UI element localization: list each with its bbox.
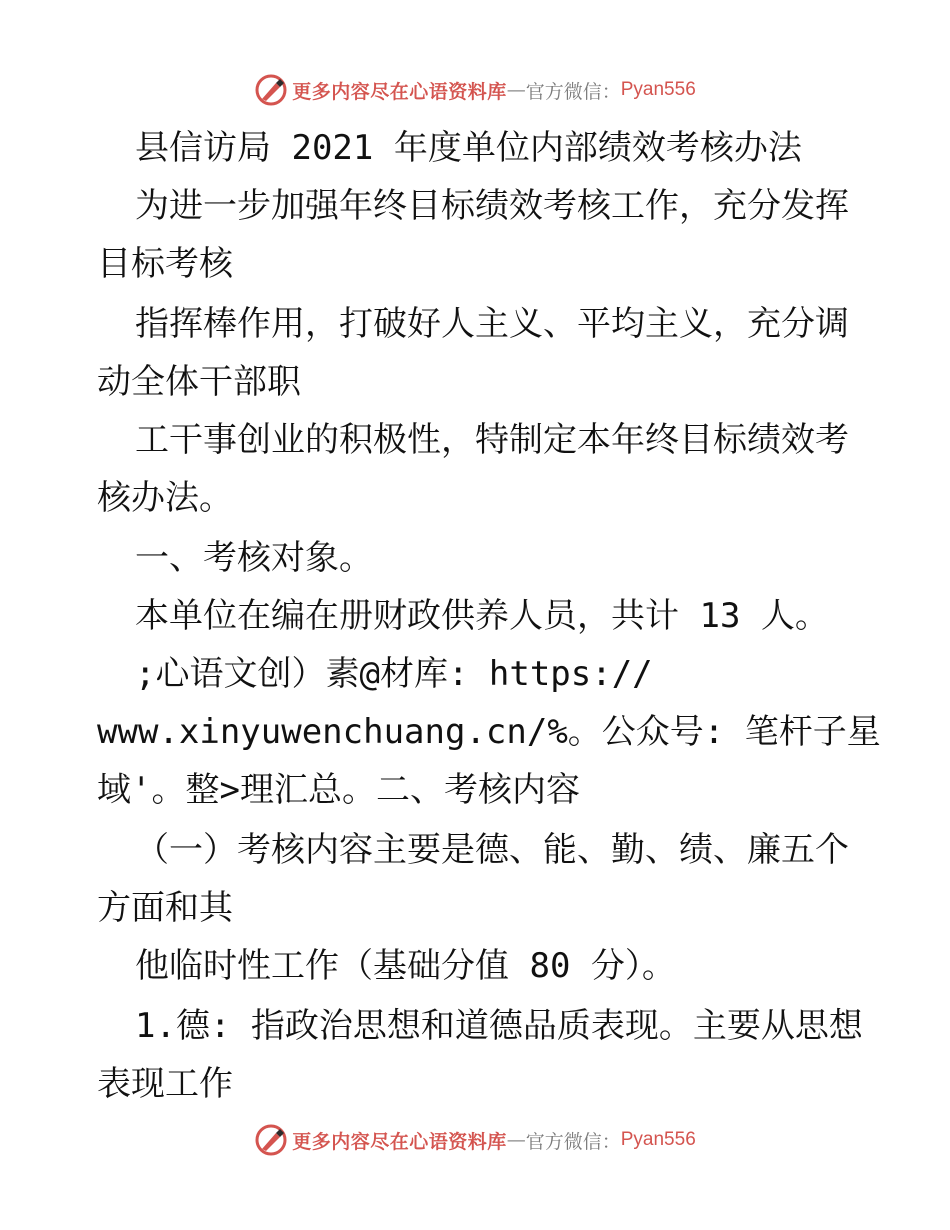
watermark-separator: — — [506, 1129, 526, 1151]
watermark-banner-bottom — [0, 1120, 950, 1160]
paragraph-line: 1.德: 指政治思想和道德品质表现。主要从思想 — [135, 1006, 863, 1046]
paragraph-line: ;心语文创）素@材库: https:// — [135, 654, 653, 694]
paragraph-line: 表现工作 — [97, 1064, 233, 1104]
watermark-separator: — — [506, 79, 526, 101]
paragraph-line: （一）考核内容主要是德、能、勤、绩、廉五个 — [135, 830, 849, 870]
paragraph-line: 方面和其 — [97, 888, 233, 928]
paragraph-line: 域'。整>理汇总。二、考核内容 — [97, 770, 580, 810]
paragraph-line: 本单位在编在册财政供养人员，共计 13 人。 — [135, 596, 829, 636]
document-title: 县信访局 2021 年度单位内部绩效考核办法 — [135, 128, 802, 168]
watermark-banner-top — [0, 70, 950, 110]
section-heading: 一、考核对象。 — [135, 538, 373, 578]
paragraph-line: 工干事创业的积极性，特制定本年终目标绩效考 — [135, 420, 849, 460]
paragraph-line: 指挥棒作用，打破好人主义、平均主义，充分调 — [135, 304, 849, 344]
paragraph-line: 核办法。 — [97, 478, 233, 518]
pen-logo-icon — [254, 73, 288, 107]
paragraph-line: 动全体干部职 — [97, 362, 301, 402]
watermark-wechat-id: Pyan556 — [620, 1129, 696, 1150]
paragraph-line: 为进一步加强年终目标绩效考核工作，充分发挥 — [135, 186, 849, 226]
watermark-text: 更多内容尽在心语资料库 — [292, 1130, 507, 1153]
watermark-label: 官方微信： — [525, 1130, 621, 1153]
paragraph-line: 目标考核 — [97, 244, 233, 284]
paragraph-line: 他临时性工作（基础分值 80 分）。 — [135, 946, 676, 986]
pen-logo-icon — [254, 1123, 288, 1157]
watermark-label: 官方微信： — [525, 80, 621, 103]
watermark-wechat-id: Pyan556 — [620, 79, 696, 100]
paragraph-line: www.xinyuwenchuang.cn/%。公众号: 笔杆子星 — [97, 712, 881, 752]
watermark-text: 更多内容尽在心语资料库 — [292, 80, 507, 103]
